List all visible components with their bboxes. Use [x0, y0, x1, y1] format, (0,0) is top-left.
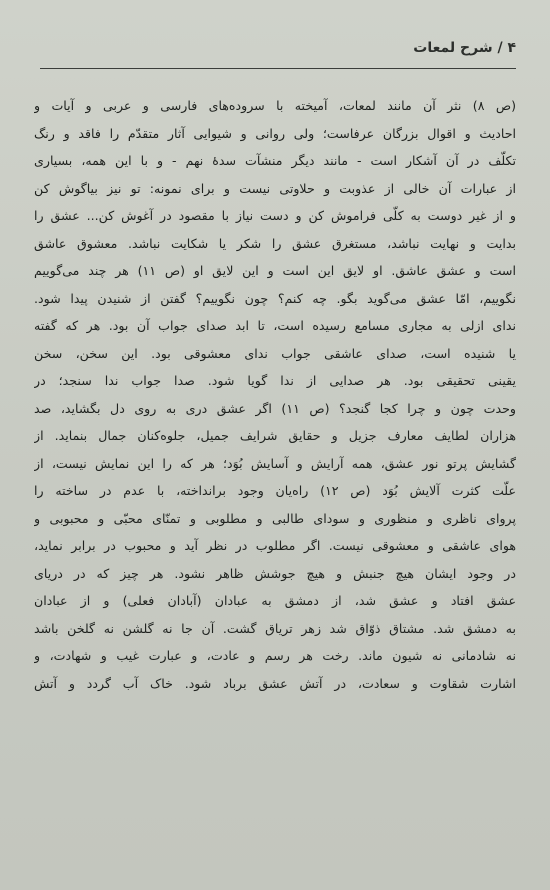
text-line: در وجود ایشان هیچ جنبش و هیچ جوشش ظاهر نشود. هر چیز که در دریای [34, 565, 516, 581]
text-line: پروای ناظری و منظوری و سودای طالبی و مطلوبی و تمنّای محبّی و محبوبی و [34, 510, 516, 526]
text-line: یا شنیده است، صدای عاشقی جواب ندای معشوقی بود. این سخن، سخن [34, 345, 516, 361]
text-line: عشق افتاد و عشق شد، از دمشق به عبادان (آبادان فعلی) و از عبادان [34, 593, 516, 608]
text-line: گشایش پرتو نور عشق، همه آرایش و آسایش بُوَد؛ هر که را این نمایش نیست، از [34, 455, 516, 471]
text-line: (ص ۸) نثر آن مانند لمعات، آمیخته با سروده‌های فارسی و عربی و آیات و [34, 98, 516, 113]
text-line: و از غیر دوست به کلّی فراموش کن و دست نیاز با مقصود در آغوش کن... عشق را [34, 208, 516, 223]
text-line: احادیث و اقوال بزرگان عرفاست؛ ولی روانی و شیوایی آثار متقدّم را فاقد و رنگ [34, 125, 516, 141]
body-text [34, 92, 516, 697]
text-line: علّت کثرت آلایش بُوَد (ص ۱۲) راه‌یان وجود برانداخته، با عدم در ساخته را [34, 483, 516, 498]
running-head: ۴ / شرح لمعات [413, 40, 516, 56]
text-line: از عبارات آن خالی از عذوبت و حلاوتی نیست و برای نمونه: تو نیز بیاگوش کن [34, 180, 516, 196]
text-line: نگوییم، امّا عشق می‌گوید بگو. چه کنم؟ چون نگوییم؟ گفتن از شنیدن پیدا شود. [34, 290, 516, 306]
text-line: هزاران لطایف معارف جزیل و حقایق شرایف جمیل، جلوه‌کنان جمال بنماید. از [34, 428, 516, 443]
text-line: وحدت چون و چرا کجا گنجد؟ (ص ۱۱) اگر عشق دری به روی دل بگشاید، صد [34, 400, 516, 416]
header-rule [40, 68, 516, 69]
text-line: هوای عاشقی و معشوقی نیست. اگر مطلوب در نظر آید و محبوب در برابر نماید، [34, 538, 516, 553]
text-line: ندای ازلی به مجاری مسامع رسیده است، تا ابد صدای جواب آن بود. هر که گفته [34, 318, 516, 333]
text-line: نه شادمانی نه شیون ماند. رخت هر رسم و عادت، و عبارت غیب و شهادت، و [34, 648, 516, 663]
text-line: است و عشق عاشق. او لایق این است و این لایق او (ص ۱۱) هر چند می‌گوییم [34, 263, 516, 278]
text-line: یقینی تحقیقی بود. هر صدایی از ندا گویا شود. صدا جواب ندا سنجد؛ در [34, 373, 516, 388]
text-line: به دمشق شد. مشتاق ذوّاق شد زهر تریاق گشت. آن جا نه گلشن نه گلخن باشد [34, 620, 516, 636]
text-line: اشارت شقاوت و سعادت، در آتش عشق برباد شود. خاک آب گردد و آتش [34, 675, 516, 691]
text-line: بدایت و نهایت نباشد، مستغرق عشق را شکر یا شکایت نباشد. معشوق عاشق [34, 235, 516, 251]
text-line: تکلّف در آن آشکار است - مانند دیگر منشآت سدهٔ نهم - و با این همه، بسیاری [34, 153, 516, 168]
